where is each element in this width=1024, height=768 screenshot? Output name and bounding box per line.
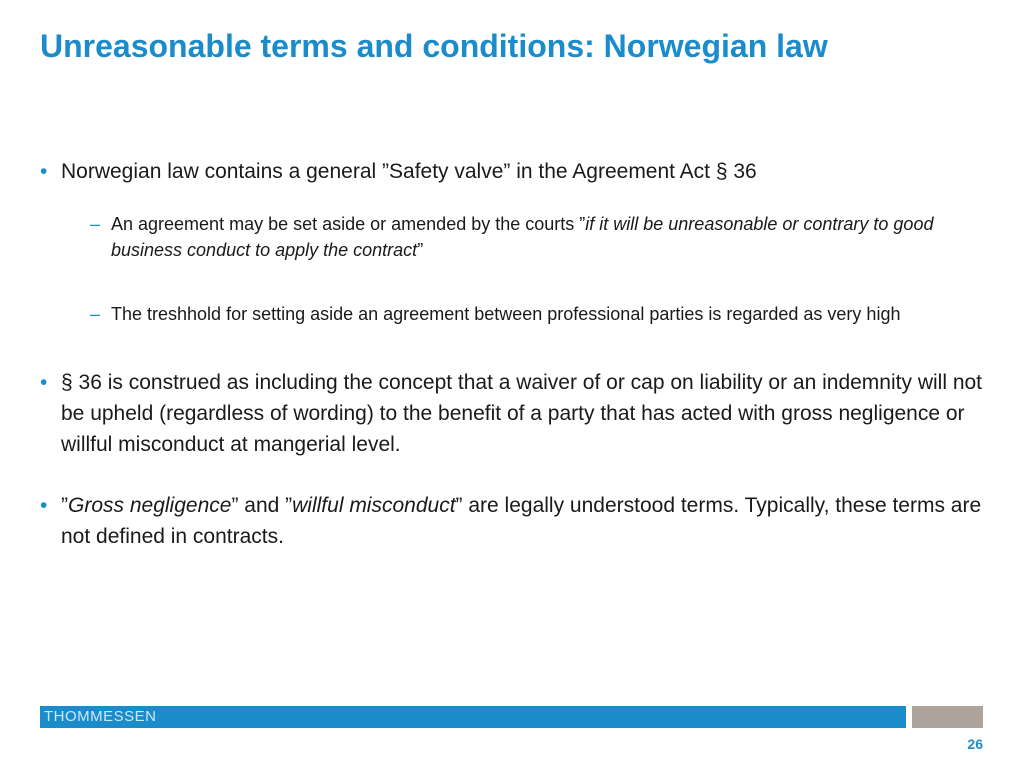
bullet-open-quote: ” [61, 494, 68, 517]
page-number: 26 [967, 736, 983, 752]
sub-bullet-text: An agreement may be set aside or amended by the courts ” [111, 214, 586, 234]
bullet-text: § 36 is construed as including the concept that a waiver of or cap on liability or an indemnity will not be upheld (regardless of wording) to the benefit of a party that has acted with gross negligence or willful misconduct at mangerial level. [61, 371, 983, 456]
slide-title: Unreasonable terms and conditions: Norwegian law [40, 28, 828, 64]
bullet-marker: • [40, 494, 48, 517]
footer-accent-box [912, 706, 983, 728]
footer-bar [40, 706, 906, 728]
bullet-text: ” are legally understood terms. Typically, these terms are not defined in contracts. [61, 494, 982, 548]
sub-bullet-italic: if it will be unreasonable or contrary to good business conduct to apply the contract [111, 214, 934, 260]
bullet-marker: • [40, 371, 48, 394]
slide-content [40, 156, 990, 552]
sub-bullet-marker: – [90, 304, 101, 324]
bullet-italic-term: willful misconduct [292, 494, 456, 517]
bullet-item [40, 367, 990, 460]
bullet-item [40, 156, 990, 187]
sub-bullet-text: The treshhold for setting aside an agreement between professional parties is regarded as very high [111, 304, 901, 324]
bullet-marker: • [40, 160, 48, 183]
sub-bullet-marker: – [90, 214, 101, 234]
bullet-italic-term: Gross negligence [68, 494, 232, 517]
sub-bullet-item [90, 211, 990, 263]
bullet-item [40, 490, 990, 552]
bullet-text: Norwegian law contains a general ”Safety valve” in the Agreement Act § 36 [61, 160, 757, 183]
sub-bullet-close-quote: ” [417, 240, 424, 260]
sub-bullet-item [90, 301, 990, 327]
bullet-connector-text: ” and ” [231, 494, 293, 517]
company-logo: THOMMESSEN [44, 708, 157, 725]
